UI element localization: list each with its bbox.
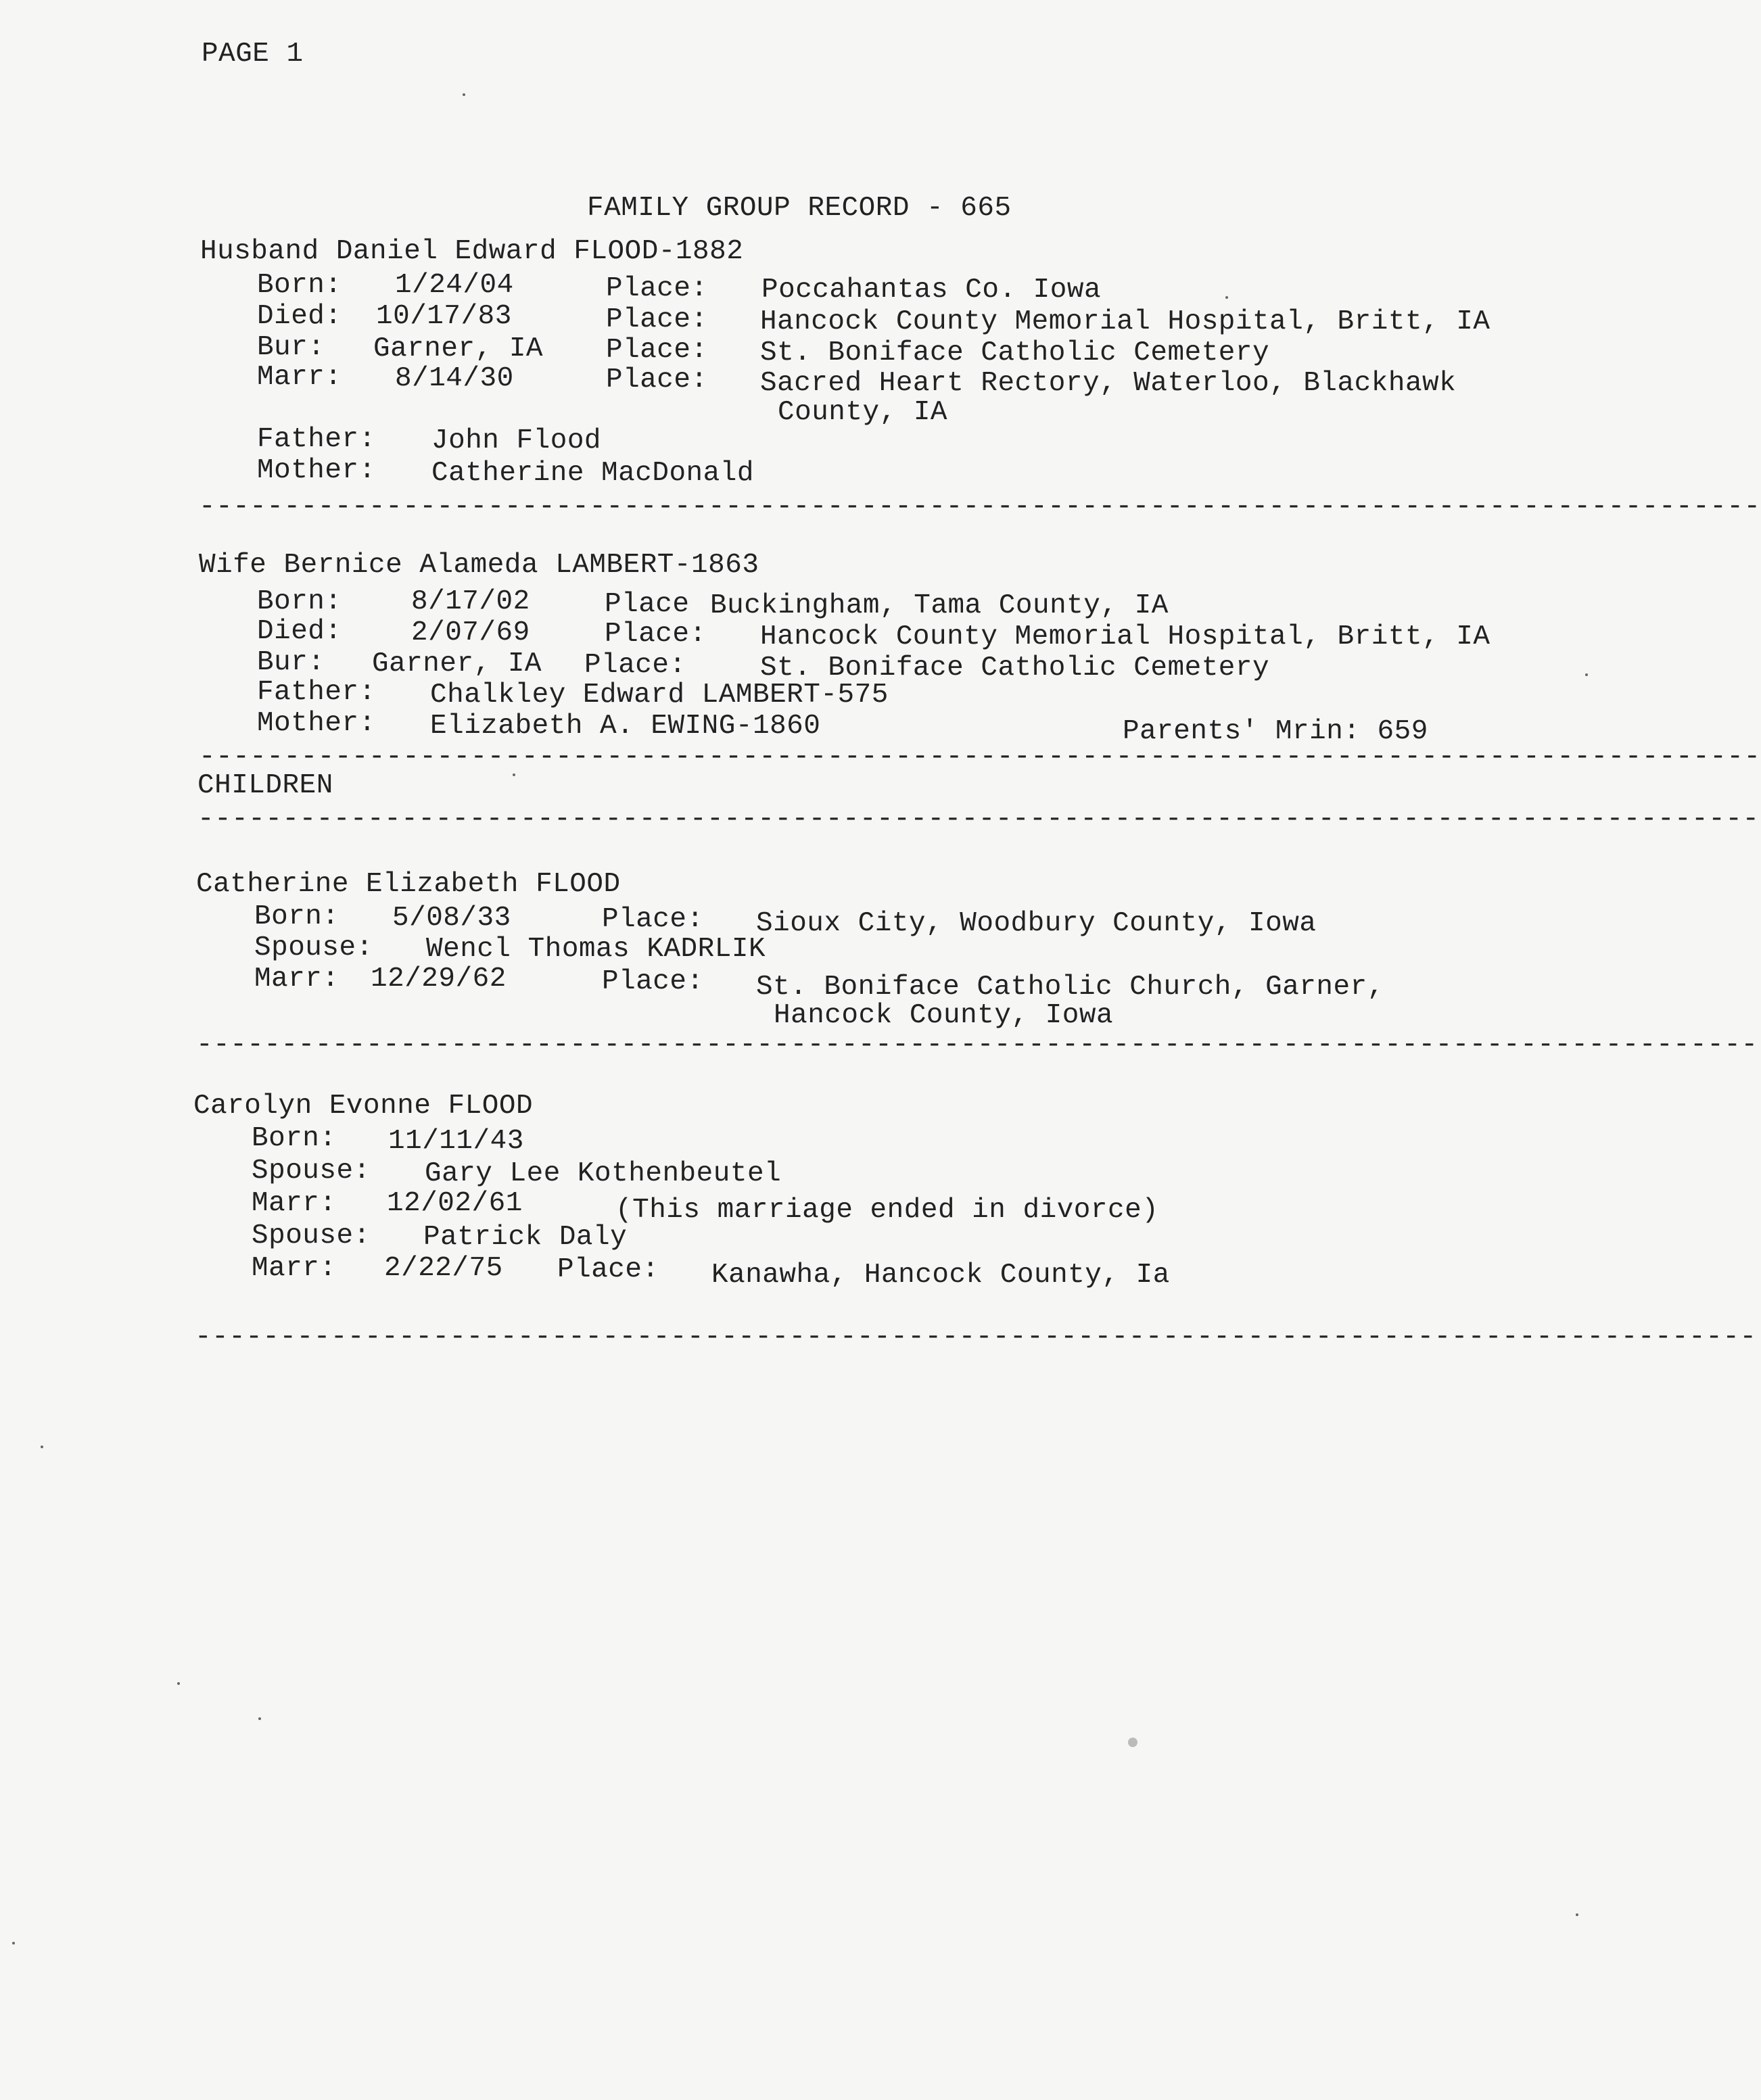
child-marr-place: Kanawha, Hancock County, Ia	[711, 1260, 1170, 1291]
wife-born-label: Born:	[257, 586, 342, 617]
divider-line: --------------------------------------------------------------------------------------------	[197, 804, 1760, 835]
husband-marr-place: Sacred Heart Rectory, Waterloo, Blackhawk	[760, 368, 1457, 399]
wife-born-place-label: Place	[605, 589, 690, 620]
husband-heading: Husband Daniel Edward FLOOD-1882	[200, 236, 744, 267]
wife-born-date: 8/17/02	[411, 586, 530, 617]
husband-father-value: John Flood	[431, 425, 602, 456]
scan-speck	[41, 1446, 43, 1448]
child-spouse-value: Wencl Thomas KADRLIK	[426, 934, 766, 965]
child-marr-place-label: Place:	[602, 966, 704, 997]
wife-father-value: Chalkley Edward LAMBERT-575	[430, 679, 889, 711]
husband-bur-date: Garner, IA	[373, 333, 544, 364]
scan-speck	[1576, 1913, 1578, 1916]
husband-marr-date: 8/14/30	[395, 363, 514, 394]
husband-died-label: Died:	[257, 301, 342, 332]
record-title: FAMILY GROUP RECORD - 665	[587, 193, 1012, 224]
wife-bur-label: Bur:	[257, 647, 325, 678]
child-spouse-label: Spouse:	[254, 932, 373, 963]
wife-bur-place: St. Boniface Catholic Cemetery	[760, 652, 1270, 684]
children-heading: CHILDREN	[197, 770, 333, 801]
child-name: Catherine Elizabeth FLOOD	[196, 869, 621, 900]
wife-bur-place-label: Place:	[584, 650, 686, 681]
wife-heading: Wife Bernice Alameda LAMBERT-1863	[199, 550, 759, 581]
husband-bur-place-label: Place:	[606, 335, 708, 366]
wife-died-place-label: Place:	[605, 619, 707, 650]
child-marr-label: Marr:	[252, 1188, 337, 1219]
child-born-place-label: Place:	[602, 904, 704, 935]
husband-died-place-label: Place:	[606, 304, 708, 335]
husband-died-date: 10/17/83	[376, 301, 512, 332]
scan-speck	[258, 1717, 261, 1720]
page-label: PAGE 1	[202, 39, 304, 70]
child-born-date: 5/08/33	[392, 903, 511, 934]
wife-bur-date: Garner, IA	[372, 648, 542, 679]
husband-marr-place-cont: County, IA	[778, 397, 948, 428]
scan-speck	[463, 93, 465, 96]
husband-father-label: Father:	[257, 424, 376, 455]
husband-died-place: Hancock County Memorial Hospital, Britt, IA	[760, 306, 1490, 337]
child-marr-place-label: Place:	[557, 1254, 659, 1285]
child-born-place: Sioux City, Woodbury County, Iowa	[756, 908, 1317, 939]
child-marr-note: (This marriage ended in divorce)	[615, 1195, 1159, 1226]
husband-born-date: 1/24/04	[395, 270, 514, 301]
child-spouse-label: Spouse:	[252, 1155, 371, 1187]
scan-speck	[1585, 673, 1588, 676]
child-marr-label: Marr:	[252, 1253, 337, 1284]
husband-marr-label: Marr:	[257, 362, 342, 393]
husband-born-place: Poccahantas Co. Iowa	[761, 275, 1102, 306]
child-marr-place-cont: Hancock County, Iowa	[774, 1000, 1114, 1031]
wife-died-label: Died:	[257, 616, 342, 647]
child-marr-label: Marr:	[254, 963, 339, 995]
child-marr-date: 2/22/75	[384, 1253, 503, 1284]
child-spouse-value: Gary Lee Kothenbeutel	[425, 1158, 782, 1189]
child-born-date: 11/11/43	[388, 1126, 524, 1157]
divider-line: --------------------------------------------------------------------------------------------	[199, 492, 1761, 523]
parents-mrin: Parents' Mrin: 659	[1123, 716, 1428, 747]
wife-died-place: Hancock County Memorial Hospital, Britt, IA	[760, 621, 1490, 652]
husband-born-place-label: Place:	[606, 273, 708, 304]
husband-bur-label: Bur:	[257, 332, 325, 363]
child-born-label: Born:	[252, 1123, 337, 1154]
child-spouse-value: Patrick Daly	[423, 1222, 628, 1253]
wife-mother-label: Mother:	[257, 708, 376, 739]
scan-speck	[513, 773, 515, 776]
wife-died-date: 2/07/69	[411, 617, 530, 648]
divider-line: --------------------------------------------------------------------------------------------	[196, 1030, 1758, 1061]
divider-line: --------------------------------------------------------------------------------------------	[195, 1322, 1757, 1353]
divider-line: --------------------------------------------------------------------------------------------	[199, 742, 1761, 773]
child-born-label: Born:	[254, 901, 339, 932]
husband-marr-place-label: Place:	[606, 364, 708, 396]
child-marr-date: 12/29/62	[371, 963, 507, 995]
scan-speck	[12, 1942, 15, 1944]
scan-speck	[177, 1682, 180, 1685]
child-name: Carolyn Evonne FLOOD	[193, 1091, 534, 1122]
wife-father-label: Father:	[257, 677, 376, 708]
husband-bur-place: St. Boniface Catholic Cemetery	[760, 337, 1270, 368]
scan-speck	[1128, 1738, 1137, 1747]
scan-speck	[1225, 296, 1228, 299]
child-marr-date: 12/02/61	[387, 1188, 523, 1219]
wife-mother-value: Elizabeth A. EWING-1860	[430, 711, 821, 742]
wife-born-place: Buckingham, Tama County, IA	[710, 590, 1169, 621]
husband-born-label: Born:	[257, 270, 342, 301]
husband-mother-label: Mother:	[257, 455, 376, 486]
child-marr-place: St. Boniface Catholic Church, Garner,	[756, 972, 1384, 1003]
husband-mother-value: Catherine MacDonald	[431, 458, 754, 489]
child-spouse-label: Spouse:	[252, 1220, 371, 1251]
